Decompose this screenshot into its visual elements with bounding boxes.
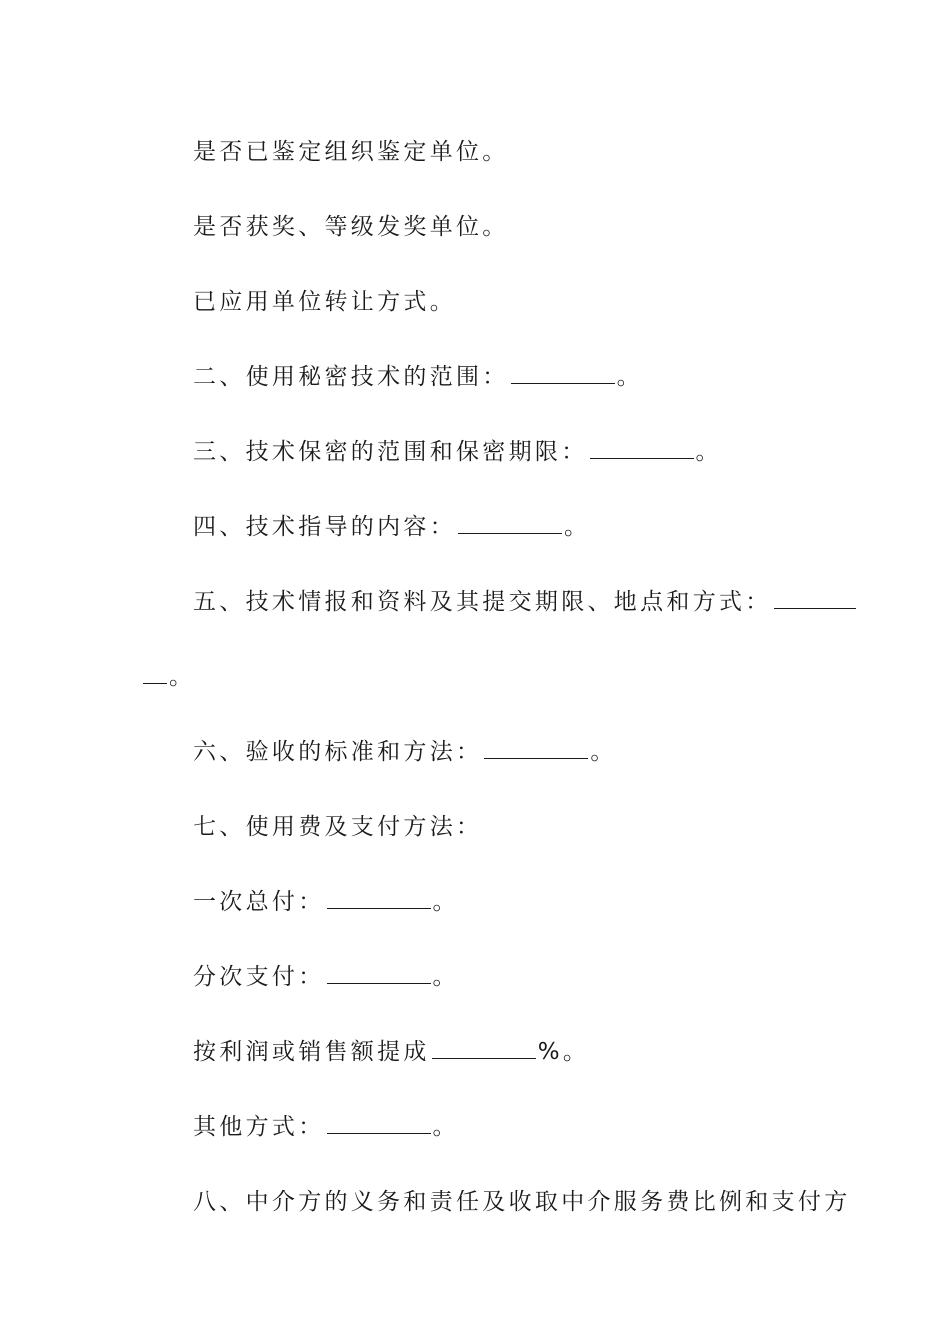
clause-4-guidance: [193, 512, 590, 542]
clause-suffix: %。: [537, 1039, 590, 1065]
clause-label: 三、技术保密的范围和保密期限：: [193, 439, 588, 465]
payment-installments: [193, 962, 459, 992]
clause-label: 其他方式：: [193, 1114, 325, 1140]
clause-label: 按利润或销售额提成: [193, 1039, 430, 1065]
clause-suffix: 。: [432, 889, 459, 915]
fill-in-blank: [327, 1113, 431, 1134]
clause-suffix: 。: [616, 364, 643, 390]
clause-suffix: 。: [432, 964, 459, 990]
clause-label: 四、技术指导的内容：: [193, 514, 456, 540]
payment-royalty: [193, 1037, 589, 1067]
fill-in-blank: [774, 588, 856, 609]
clause-6-acceptance: [193, 737, 617, 767]
fill-in-blank: [143, 663, 167, 684]
clause-suffix: 。: [695, 439, 722, 465]
clause-label: 一次总付：: [193, 889, 325, 915]
paragraph-text: 是否获奖、等级发奖单位。: [193, 214, 509, 240]
clause-3-confidentiality: [193, 437, 722, 467]
clause-8-intermediary: [193, 1187, 851, 1217]
fill-in-blank: [327, 888, 431, 909]
clause-label: 二、使用秘密技术的范围：: [193, 364, 509, 390]
clause-5-information: [193, 587, 858, 617]
fill-in-blank: [327, 963, 431, 984]
payment-lump-sum: [193, 887, 459, 917]
clause-suffix: 。: [432, 1114, 459, 1140]
fill-in-blank: [458, 513, 562, 534]
clause-label: 五、技术情报和资料及其提交期限、地点和方式：: [193, 589, 772, 615]
fill-in-blank: [590, 438, 694, 459]
fill-in-blank: [511, 363, 615, 384]
clause-5-continuation: [143, 662, 195, 692]
paragraph-award: [193, 212, 509, 242]
clause-suffix: 。: [590, 739, 617, 765]
clause-7-fees: [193, 812, 482, 842]
paragraph-text: 八、中介方的义务和责任及收取中介服务费比例和支付方: [193, 1189, 851, 1215]
paragraph-text: 是否已鉴定组织鉴定单位。: [193, 139, 509, 165]
clause-suffix: 。: [169, 664, 196, 690]
payment-other: [193, 1112, 459, 1142]
paragraph-text: 七、使用费及支付方法：: [193, 814, 483, 840]
clause-suffix: 。: [564, 514, 591, 540]
clause-label: 六、验收的标准和方法：: [193, 739, 483, 765]
paragraph-appraisal: [193, 137, 509, 167]
fill-in-blank: [484, 738, 588, 759]
clause-label: 分次支付：: [193, 964, 325, 990]
fill-in-blank: [432, 1038, 536, 1059]
paragraph-applied-units: [193, 287, 456, 317]
clause-2-scope: [193, 362, 643, 392]
paragraph-text: 已应用单位转让方式。: [193, 289, 456, 315]
